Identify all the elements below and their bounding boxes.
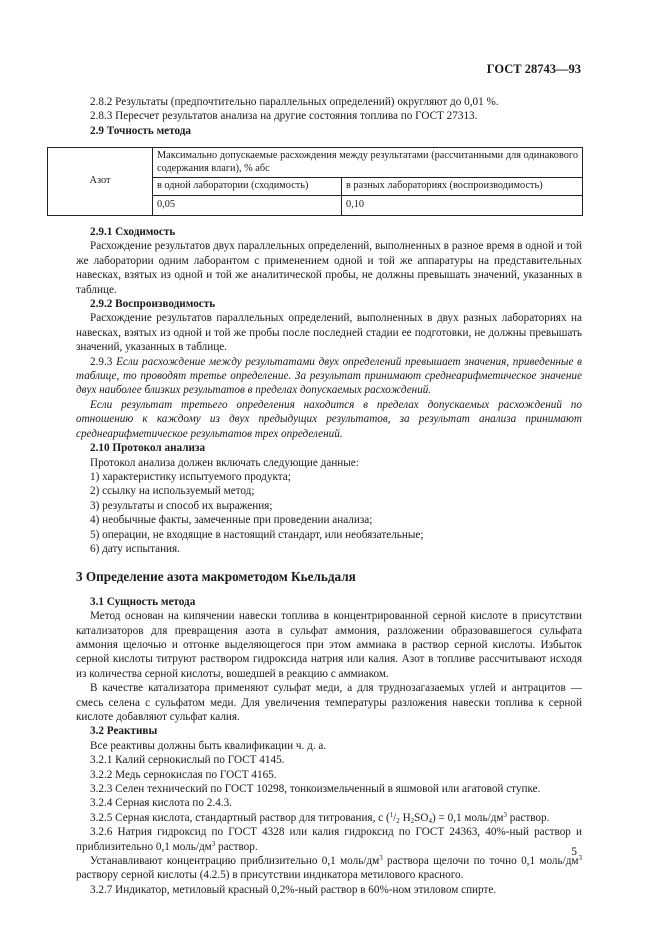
reagent-3-2-5-tail: раствор. — [507, 811, 550, 824]
reagent-3-2-4: 3.2.4 Серная кислота по 2.4.3. — [90, 797, 232, 810]
reagent-3-2-6-tail: раствор. — [215, 840, 258, 853]
heading-2-9-1: 2.9.1 Сходимость — [90, 226, 176, 238]
table-col-repeatability: в одной лаборатории (сходимость) — [153, 178, 342, 196]
table-col-reproducibility: в разных лабораториях (воспроизводимость) — [342, 178, 583, 196]
table-row-label: Азот — [48, 148, 153, 216]
paragraph-3-2-6-standardization — [76, 854, 582, 883]
paragraph-2-8-3: 2.8.3 Пересчет результатов анализа на другие состояния топлива по ГОСТ 27313. — [90, 110, 478, 123]
heading-2-9: 2.9 Точность метода — [90, 124, 192, 137]
fraction-numerator: 1 — [389, 810, 394, 819]
standardization-text-c: раствору серной кислоты (4.2.5) в присутствии индикатора метилового красного. — [76, 869, 464, 882]
reagent-3-2-2: 3.2.2 Медь сернокислая по ГОСТ 4165. — [90, 768, 277, 781]
reagent-3-2-7: 3.2.7 Индикатор, метиловый красный 0,2%-ный раствор в 60%-ном этиловом спирте. — [90, 883, 497, 896]
list-item: 1) характеристику испытуемого продукта; — [90, 470, 291, 483]
paragraph-3-1-a: Метод основан на кипячении навески топлива в концентрированной серной кислоте в присутствии катализаторов для превращения азота в сульфат аммония, разложении образовавшегося сульфата аммония щелочью и отгонке выделяющегося при этом аммиака в раствор серной кислоты. Избыток серной кислоты титруют раствором гидроксида натрия или калия. Азот в топливе рассчитывают исходя из количества серной кислоты, вошедшей в реакцию с аммиаком. — [76, 610, 582, 680]
reagent-3-2-5 — [76, 811, 582, 825]
reagent-3-2-3: 3.2.3 Селен технический по ГОСТ 10298, тонкоизмельченный в яшмовой или агатовой ступке. — [90, 783, 541, 796]
formula-h: H — [399, 811, 411, 824]
fraction-slash: / — [393, 811, 397, 824]
heading-2-9-2: 2.9.2 Воспроизводимость — [90, 298, 216, 311]
paragraph-3-2: Все реактивы должны быть квалификации ч. д. а. — [90, 739, 327, 752]
table-value-repeatability: 0,05 — [153, 195, 342, 215]
concentration-text: ) = 0,1 моль/дм — [431, 811, 504, 824]
table-header-cell: Максимально допускаемые расхождения между результатами (рассчитанными для одинакового содержания влаги), % абс — [153, 148, 583, 178]
formula-subscript: 4 — [428, 816, 432, 825]
list-item: 5) операции, не входящие в настоящий стандарт, или необязательные; — [90, 528, 424, 541]
list-item: 4) необычные факты, замеченные при проведении анализа; — [90, 514, 373, 527]
body-top — [76, 95, 582, 138]
heading-3-1: 3.1 Сущность метода — [90, 595, 196, 608]
fraction-denominator: 2 — [396, 816, 400, 825]
reagent-3-2-1: 3.2.1 Калий сернокислый по ГОСТ 4145. — [90, 754, 285, 767]
heading-3-2: 3.2 Реактивы — [90, 725, 158, 738]
document-header: ГОСТ 28743—93 — [486, 62, 581, 76]
list-item: 3) результаты и способ их выражения; — [90, 499, 273, 512]
paragraph-3-1-b: В качестве катализатора применяют сульфат меди, а для труднозагазаемых углей и антрацитов — смесь селена с сульфатом меди. Для увеличения температуры разложения навески топлива к серной кислоте добавляют сульфат калия. — [76, 682, 582, 723]
standardization-text-b: раствора щелочи по точно 0,1 моль/дм — [382, 855, 579, 868]
paragraph-2-9-3-text: Если расхождение между результатами двух определений превышает значения, приведенные в таблице, то проводят третье определение. За результат принимают среднеарифметическое значение двух наиболее близких результатов в пределах допускаемых расхождений. — [76, 355, 583, 397]
protocol-intro: Протокол анализа должен включать следующие данные: — [90, 456, 359, 469]
section-3-heading: 3 Определение азота макрометодом Кьельдаля — [76, 569, 356, 585]
precision-table — [47, 147, 583, 216]
paragraph-2-9-1: Расхождение результатов двух параллельных определений, выполненных в разное время в одной и той же лаборатории одним лаборантом с применением одной и той же аппаратуры на представительных навесках, взятых из одной и той же аналитической пробы, не должны превышать значений, указанных в таблице. — [76, 240, 582, 296]
paragraph-2-9-3-continued: Если результат третьего определения находится в пределах допускаемых расхождений по отношению к каждому из двух предыдущих результатов, за результат анализа принимают среднеарифметическое результатов трех определений. — [76, 398, 582, 440]
list-item: 2) ссылку на используемый метод; — [90, 485, 255, 498]
heading-2-10: 2.10 Протокол анализа — [90, 442, 206, 455]
body-main — [76, 225, 582, 897]
standardization-text-a: Устанавливают концентрацию приблизительно 0,1 моль/дм — [90, 855, 380, 868]
unit-exponent: 3 — [211, 839, 216, 848]
paragraph-2-9-2: Расхождение результатов параллельных определений, выполненных в двух разных лабораториях на навесках, взятых из одной и той же пробы после последней стадии ее подготовки, не должны превышать значений, указанных в таблице. — [76, 312, 582, 354]
table-value-reproducibility: 0,10 — [342, 195, 583, 215]
unit-exponent: 3 — [379, 854, 383, 863]
reagent-3-2-6-text: 3.2.6 Натрия гидроксид по ГОСТ 4328 или калия гидроксид по ГОСТ 24363, 40%-ный раствор и приблизительно 0,1 моль/дм — [76, 826, 582, 853]
paragraph-2-9-3 — [76, 355, 582, 398]
page-number: 5 — [571, 846, 577, 858]
paragraph-2-8-2: 2.8.2 Результаты (предпочтительно параллельных определений) округляют до 0,01 %. — [90, 96, 499, 108]
list-item: 6) дату испытания. — [90, 542, 180, 555]
formula-subscript: 2 — [410, 816, 415, 825]
reagent-3-2-6 — [76, 825, 582, 854]
unit-exponent: 3 — [503, 810, 507, 819]
reagent-3-2-5-text: 3.2.5 Серная кислота, стандартный раствор для титрования, c ( — [90, 811, 390, 824]
protocol-list — [76, 470, 582, 556]
formula-so: SO — [414, 811, 429, 824]
paragraph-2-9-3-number: 2.9.3 — [90, 355, 113, 368]
unit-exponent: 3 — [578, 854, 582, 863]
